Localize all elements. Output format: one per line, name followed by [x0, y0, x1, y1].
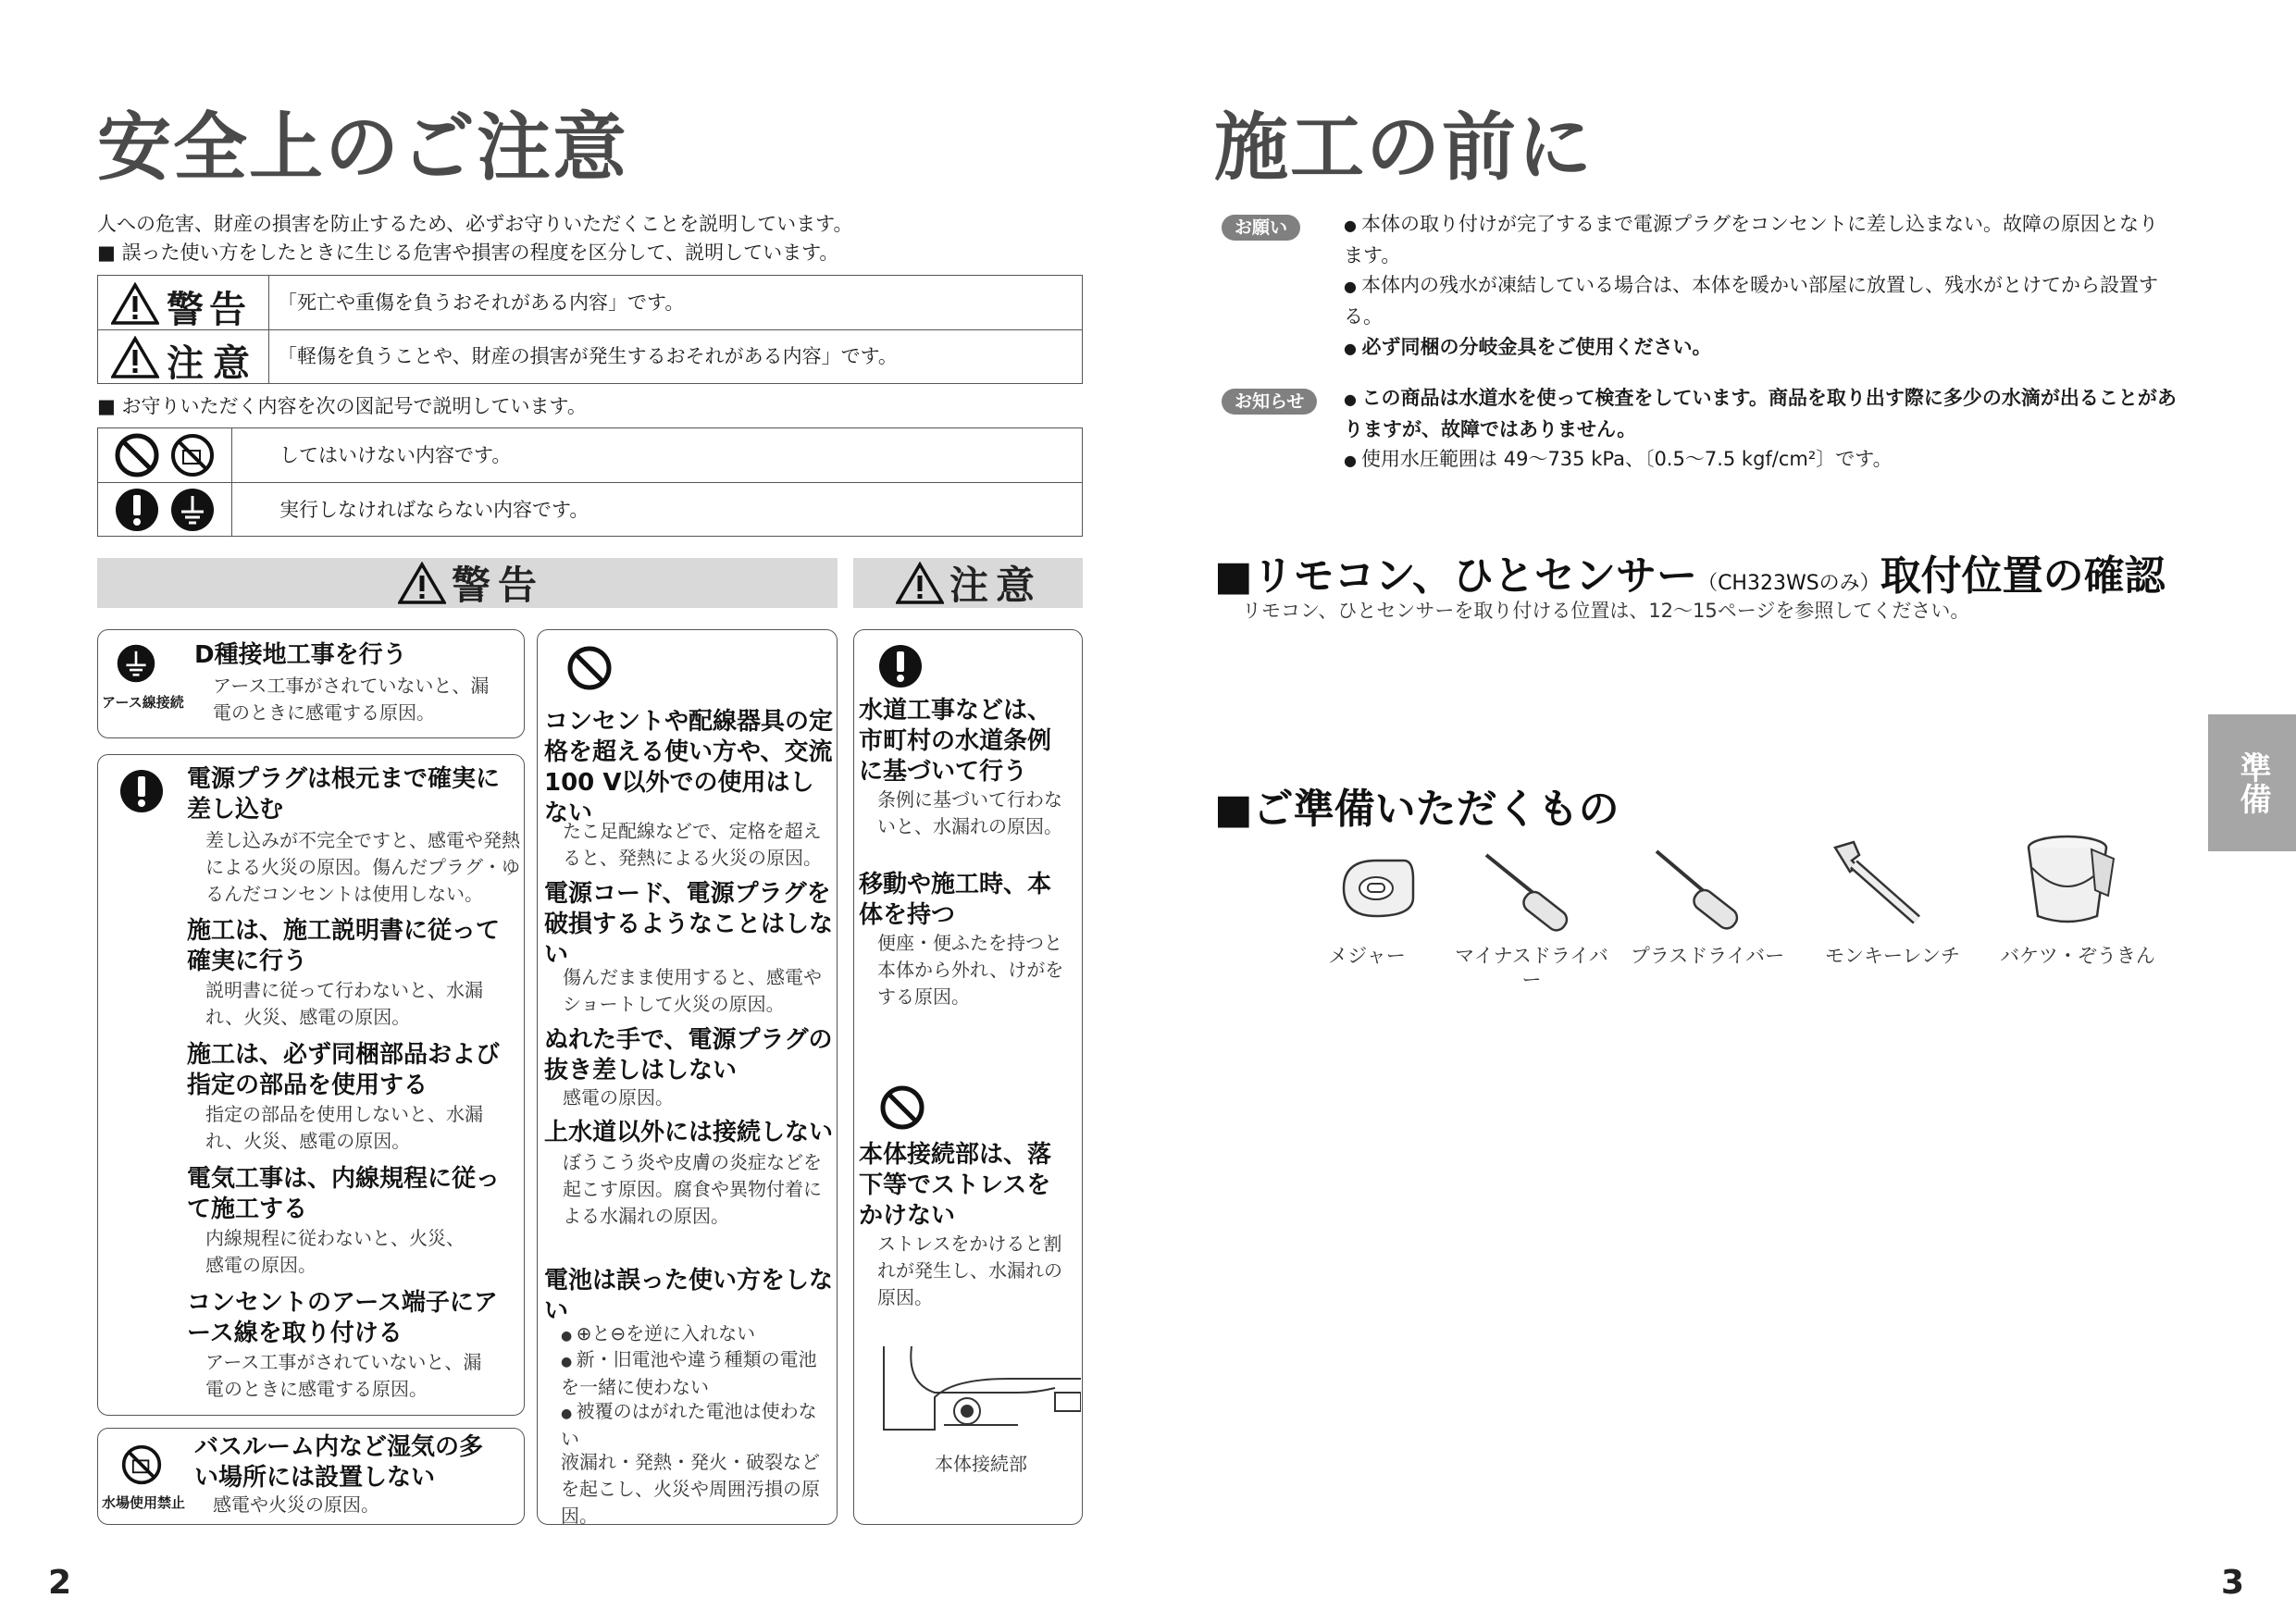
- prohibit-desc-3: 感電の原因。: [563, 1086, 674, 1109]
- tool-label-measure: メジャー: [1328, 945, 1406, 967]
- caution-mandatory-icon: [877, 643, 924, 689]
- prohibit-desc: してはいけない内容です。: [279, 444, 512, 466]
- prohibit-desc-1: たこ足配線などで、定格を超えると、発熱による火災の原因。: [563, 820, 822, 869]
- earth-icon-caption: アース線接続: [102, 694, 184, 711]
- prohibit-heading-4: 上水道以外には接続しない: [544, 1119, 834, 1146]
- symbols-divider: [97, 482, 1083, 483]
- prohibition-box-icon: [566, 645, 613, 691]
- caution-desc-2: 便座・便ふたを持つと本体から外れ、けがをする原因。: [877, 932, 1064, 1008]
- prohibit-heading-3: ぬれた手で、電源プラグの抜き差しはしない: [544, 1026, 833, 1084]
- prohibit-desc-4: ぼうこう炎や皮膚の炎症などを起こす原因。腐食や異物付着による水漏れの原因。: [563, 1151, 822, 1227]
- battery-desc: 液漏れ・発熱・発火・破裂などを起こし、火災や周囲汚損の原因。: [561, 1451, 820, 1527]
- caution-heading-1: 水道工事などは、市町村の水道条例に基づいて行う: [859, 697, 1052, 786]
- onegai-item-2: ● 本体内の残水が凍結している場合は、本体を暖かい部屋に放置し、残水がとけてから設置する。: [1344, 270, 2177, 332]
- tool-label-phillips-driver-text: プラスドライバー: [1630, 945, 1785, 967]
- remote-heading-b: 取付位置の確認: [1880, 552, 2166, 600]
- caution-desc: 「軽傷を負うことや、財産の損害が発生するおそれがある内容」です。: [278, 345, 898, 367]
- mandatory-heading-3: 施工は、必ず同梱部品および指定の部品を使用する: [187, 1041, 501, 1099]
- symbols-intro: ■ お守りいただく内容を次の図記号で説明しています。: [97, 392, 587, 420]
- remote-heading: [1214, 542, 2166, 601]
- battery-bullet-2: ● 新・旧電池や違う種類の電池を一緒に使わない: [561, 1347, 825, 1400]
- mandatory-desc-5: アース工事がされていないと、漏電のときに感電する原因。: [205, 1351, 482, 1400]
- mandatory-desc-1: 差し込みが不完全ですと、感電や発熱による火災の原因。傷んだプラグ・ゆるんだコンセントは使用しない。: [205, 829, 520, 905]
- tool-label-phillips-driver: [1624, 944, 1791, 968]
- onegai-badge: お願い: [1222, 215, 1300, 241]
- bath-heading: バスルーム内など湿気の多い場所には設置しない: [194, 1433, 484, 1492]
- mandatory-heading-1: 電源プラグは根元まで確実に差し込む: [187, 765, 501, 824]
- prohibit-heading-1: コンセントや配線器具の定格を超える使い方や、交流100 V以外での使用はしない: [544, 708, 834, 827]
- intro-text: 人への危害、財産の損害を防止するため、必ずお守りいただくことを説明しています。: [97, 213, 853, 235]
- prohibit-desc-2: 傷んだまま使用すると、感電やショートして火災の原因。: [563, 966, 822, 1015]
- onegai-item-3: ● 必ず同梱の分岐金具をご使用ください。: [1344, 332, 2177, 364]
- onegai-item-1: ● 本体の取り付けが完了するまで電源プラグをコンセントに差し込まない。故障の原因となります。: [1344, 209, 2177, 271]
- bath-icon-caption: 水場使用禁止: [102, 1494, 186, 1511]
- phillips-screwdriver-icon: [1649, 846, 1760, 934]
- mandatory-heading-5: コンセントのアース端子にアース線を取り付ける: [187, 1289, 498, 1347]
- page-number-left: 2: [48, 1564, 72, 1602]
- caution-desc-1: 条例に基づいて行わないと、水漏れの原因。: [877, 788, 1062, 837]
- caution-prohibition-icon: [879, 1084, 925, 1131]
- page-number-right: 3: [2221, 1564, 2245, 1602]
- oshirase-item-1: ● この商品は水道水を使って検査をしています。商品を取り出す際に多少の水滴が出ることがありますが、故障ではありません。: [1344, 383, 2177, 445]
- mandatory-heading-4: 電気工事は、内線規程に従って施工する: [187, 1165, 501, 1223]
- bath-desc: 感電や火災の原因。: [213, 1493, 379, 1516]
- mandatory-box-icon: [118, 768, 165, 814]
- oshirase-badge: お知らせ: [1222, 389, 1317, 415]
- monkey-wrench-icon: [1828, 838, 1930, 931]
- page-title-left: 安全上のご注意: [97, 105, 628, 191]
- prohibit-heading-2: 電源コード、電源プラグを破損するようなことはしない: [544, 880, 834, 969]
- tape-measure-icon: [1334, 851, 1418, 925]
- flat-screwdriver-icon: [1479, 849, 1590, 933]
- mandatory-desc-4: 内線規程に従わないと、火災、感電の原因。: [205, 1227, 465, 1276]
- tool-label-flat-driver-text: マイナスドライバー: [1455, 945, 1608, 991]
- warning-header-icon: [398, 562, 446, 604]
- caution-heading-2: 移動や施工時、本体を持つ: [859, 871, 1052, 929]
- no-water-icon: [169, 432, 216, 478]
- warning-desc: 「死亡や重傷を負うおそれがある内容」です。: [278, 291, 685, 314]
- earth-connection-icon: [116, 643, 156, 684]
- caution-header-icon: [896, 562, 944, 604]
- earth-ground-icon: [169, 487, 216, 533]
- tool-label-flat-driver: [1448, 944, 1615, 992]
- warning-label: 警告: [167, 289, 252, 331]
- mandatory-desc: 実行しなければならない内容です。: [279, 499, 590, 521]
- remote-heading-model: （CH323WSのみ）: [1697, 572, 1880, 595]
- page-title-right: 施工の前に: [1214, 105, 1594, 191]
- caution-desc-3: ストレスをかけると割れが発生し、水漏れの原因。: [877, 1233, 1062, 1308]
- earth-heading: D種接地工事を行う: [194, 641, 407, 669]
- mandatory-desc-3: 指定の部品を使用しないと、水漏れ、火災、感電の原因。: [205, 1103, 483, 1152]
- remote-heading-a: ■リモコン、ひとセンサー: [1214, 552, 1698, 600]
- illus-caption: 本体接続部: [935, 1453, 1027, 1475]
- tool-label-bucket: バケツ・ぞうきん: [2000, 945, 2155, 967]
- earth-desc: アース工事がされていないと、漏電のときに感電する原因。: [213, 675, 490, 724]
- caution-triangle-icon: [111, 336, 159, 378]
- tool-label-wrench-text: モンキーレンチ: [1824, 945, 1961, 967]
- warning-triangle-icon: [111, 282, 159, 325]
- mandatory-desc-2: 説明書に従って行わないと、水漏れ、火災、感電の原因。: [205, 979, 483, 1028]
- caution-header: [896, 558, 1042, 608]
- warning-header: [398, 558, 544, 608]
- mandatory-heading-2: 施工は、施工説明書に従って確実に行う: [187, 917, 501, 975]
- prep-heading: ■ご準備いただくもの: [1214, 786, 1620, 833]
- battery-heading: 電池は誤った使い方をしない: [544, 1267, 834, 1325]
- section-tab-prep[interactable]: 準備: [2208, 714, 2296, 851]
- remote-desc: リモコン、ひとセンサーを取り付ける位置は、12〜15ページを参照してください。: [1242, 600, 1970, 622]
- mandatory-icon: [114, 487, 160, 533]
- no-water-area-icon: [120, 1443, 163, 1486]
- toilet-connection-illustration: [879, 1342, 1081, 1443]
- warning-header-text: 警告: [452, 563, 545, 608]
- caution-heading-3: 本体接続部は、落下等でストレスをかけない: [859, 1141, 1052, 1230]
- battery-bullet-3: ● 被覆のはがれた電池は使わない: [561, 1399, 825, 1452]
- battery-bullet-1: ● ⊕と⊖を逆に入れない: [561, 1321, 829, 1349]
- tool-label-wrench: [1809, 944, 1976, 968]
- caution-header-text: 注意: [949, 563, 1043, 608]
- prohibition-icon: [114, 432, 160, 478]
- intro-text-2: ■ 誤った使い方をしたときに生じる危害や損害の程度を区分して、説明しています。: [97, 239, 838, 266]
- caution-label: 注意: [167, 342, 259, 385]
- bucket-icon: [2019, 831, 2121, 933]
- oshirase-item-2: ● 使用水圧範囲は 49〜735 kPa、〔0.5〜7.5 kgf/cm²〕です。: [1344, 444, 2177, 476]
